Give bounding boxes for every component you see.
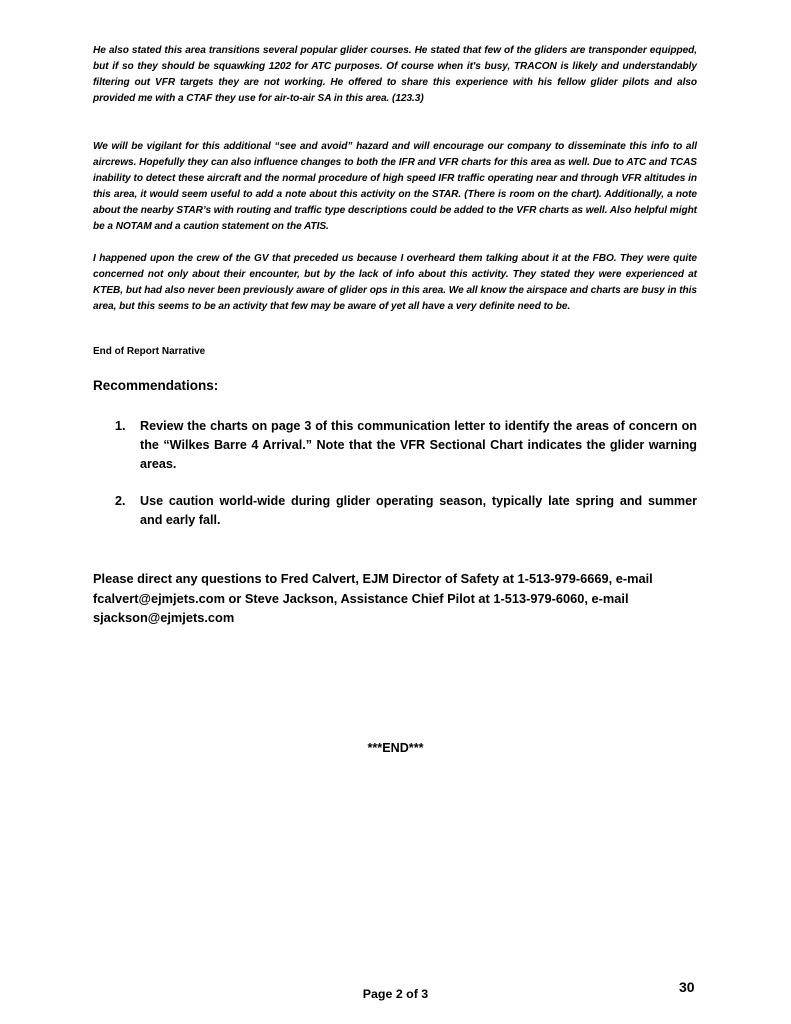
recommendation-list-2 [93, 492, 697, 530]
recommendation-number: 1. [115, 419, 126, 433]
recommendation-number: 2. [115, 494, 126, 508]
recommendations-heading: Recommendations: [93, 378, 219, 393]
narrative-paragraph-3: I happened upon the crew of the GV that preceded us because I overheard them talking about it at the FBO. They were quite concerned not only about their encounter, but by the lack of info about this activity. They stated they were experienced at KTEB, but had also never been previously aware of glider ops in this area. We all know the airspace and charts are busy in this area, but this seems to be an activity that few may be aware of yet all have a very definite need to be. [93, 253, 697, 312]
page-number: 30 [679, 979, 695, 995]
recommendation-item [93, 492, 697, 530]
contact-paragraph: Please direct any questions to Fred Calvert, EJM Director of Safety at 1-513-979-6669, e-mail fcalvert@ejmjets.com or Steve Jackson, Assistance Chief Pilot at 1-513-979-6060, e-mail sjackson@ejmjets.com [93, 571, 653, 625]
narrative-paragraph-1: He also stated this area transitions several popular glider courses. He stated that few of the gliders are transponder equipped, but if so they should be squawking 1202 for ATC purposes. Of course when it's busy, TRACON is likely and understandably filtering out VFR targets they are not working. He offered to share this experience with his fellow glider pilots and also provided me with a CTAF they use for air-to-air SA in this area. (123.3) [93, 45, 697, 104]
recommendation-item [93, 417, 697, 474]
recommendation-list-1 [93, 417, 697, 474]
page-label: Page 2 of 3 [362, 987, 429, 1001]
end-of-narrative-label: End of Report Narrative [93, 346, 206, 357]
recommendation-text: Use caution world-wide during glider operating season, typically late spring and summer and early fall. [140, 494, 697, 527]
narrative-paragraph-2: We will be vigilant for this additional “see and avoid” hazard and will encourage our company to disseminate this info to all aircrews. Hopefully they can also influence changes to both the IFR and VFR charts for this area as well. Due to ATC and TCAS inability to detect these aircraft and the normal procedure of high speed IFR traffic operating near and through VFR altitudes in this area, it would seem useful to add a note about this activity on the STAR. (There is room on the chart). Additionally, a note about the nearby STAR’s with routing and traffic type descriptions could be added to the VFR charts as well. Also helpful might be a NOTAM and a caution statement on the ATIS. [93, 141, 697, 232]
end-marker: ***END*** [367, 741, 424, 755]
recommendation-text: Review the charts on page 3 of this communication letter to identify the areas of concern on the “Wilkes Barre 4 Arrival.” Note that the VFR Sectional Chart indicates the glider warning areas. [140, 419, 697, 471]
